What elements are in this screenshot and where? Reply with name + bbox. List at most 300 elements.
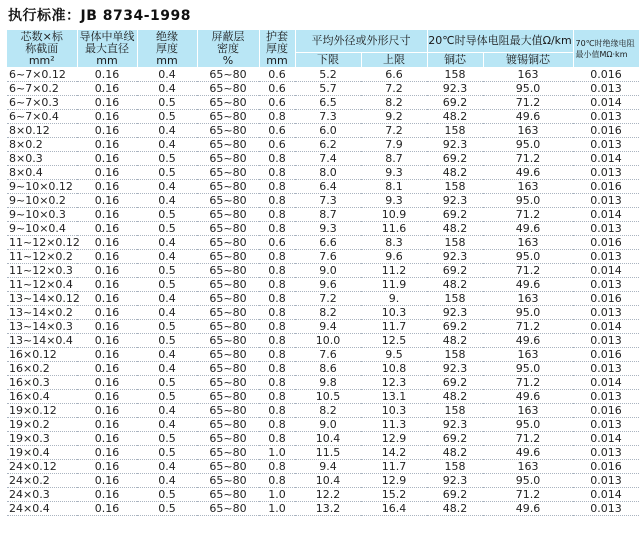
cell-resistance-copper: 92.3 xyxy=(427,474,483,488)
cell-wire-diameter: 0.16 xyxy=(77,320,137,334)
cell-resistance-copper: 92.3 xyxy=(427,82,483,96)
cell-sheath: 0.8 xyxy=(259,432,295,446)
cell-resistance-copper: 69.2 xyxy=(427,320,483,334)
table-row xyxy=(7,306,639,320)
cell-insulation-resistance: 0.013 xyxy=(573,362,639,376)
cell-shield: 65~80 xyxy=(197,278,259,292)
cell-sheath: 0.6 xyxy=(259,236,295,250)
cell-diameter-lower: 9.0 xyxy=(295,264,361,278)
cell-resistance-copper: 48.2 xyxy=(427,222,483,236)
cell-diameter-upper: 8.1 xyxy=(361,180,427,194)
cell-sheath: 0.8 xyxy=(259,292,295,306)
cell-diameter-lower: 5.2 xyxy=(295,68,361,82)
cell-sheath: 0.8 xyxy=(259,474,295,488)
cell-cores: 13~14×0.3 xyxy=(7,320,77,334)
cell-wire-diameter: 0.16 xyxy=(77,82,137,96)
cell-insulation-resistance: 0.013 xyxy=(573,306,639,320)
table-row xyxy=(7,264,639,278)
cell-diameter-lower: 9.4 xyxy=(295,320,361,334)
cell-shield: 65~80 xyxy=(197,502,259,516)
cell-diameter-upper: 12.5 xyxy=(361,334,427,348)
table-row xyxy=(7,320,639,334)
cell-resistance-tinned: 49.6 xyxy=(483,446,573,460)
table-row xyxy=(7,278,639,292)
cell-insulation-resistance: 0.016 xyxy=(573,292,639,306)
cell-sheath: 0.8 xyxy=(259,194,295,208)
cell-diameter-lower: 8.7 xyxy=(295,208,361,222)
cell-resistance-copper: 158 xyxy=(427,124,483,138)
cell-insulation-resistance: 0.014 xyxy=(573,264,639,278)
cell-sheath: 0.8 xyxy=(259,180,295,194)
cell-shield: 65~80 xyxy=(197,194,259,208)
table-row xyxy=(7,418,639,432)
cell-shield: 65~80 xyxy=(197,292,259,306)
cell-insulation: 0.5 xyxy=(137,152,197,166)
cell-shield: 65~80 xyxy=(197,334,259,348)
cell-resistance-tinned: 49.6 xyxy=(483,278,573,292)
cell-resistance-copper: 92.3 xyxy=(427,306,483,320)
header-resistance: 20℃时导体电阻最大值Ω/km xyxy=(427,30,573,53)
cell-resistance-copper: 92.3 xyxy=(427,250,483,264)
cell-shield: 65~80 xyxy=(197,362,259,376)
cell-diameter-lower: 9.3 xyxy=(295,222,361,236)
cell-resistance-copper: 69.2 xyxy=(427,488,483,502)
cell-resistance-tinned: 163 xyxy=(483,348,573,362)
table-row xyxy=(7,152,639,166)
cell-wire-diameter: 0.16 xyxy=(77,194,137,208)
cell-diameter-lower: 10.0 xyxy=(295,334,361,348)
cell-sheath: 0.8 xyxy=(259,348,295,362)
cell-shield: 65~80 xyxy=(197,96,259,110)
cell-wire-diameter: 0.16 xyxy=(77,376,137,390)
table-row xyxy=(7,390,639,404)
cell-diameter-upper: 8.2 xyxy=(361,96,427,110)
cell-resistance-copper: 158 xyxy=(427,180,483,194)
cell-resistance-copper: 48.2 xyxy=(427,502,483,516)
cell-cores: 19×0.12 xyxy=(7,404,77,418)
table-row xyxy=(7,460,639,474)
cell-shield: 65~80 xyxy=(197,250,259,264)
header-diameter: 平均外径或外形尺寸 xyxy=(295,30,427,53)
cell-resistance-tinned: 49.6 xyxy=(483,502,573,516)
cell-resistance-tinned: 49.6 xyxy=(483,110,573,124)
cell-diameter-lower: 9.0 xyxy=(295,418,361,432)
cell-sheath: 0.8 xyxy=(259,390,295,404)
header-shield: 屏蔽层 密度 % xyxy=(197,30,259,68)
cell-insulation: 0.4 xyxy=(137,474,197,488)
cell-shield: 65~80 xyxy=(197,348,259,362)
cell-wire-diameter: 0.16 xyxy=(77,264,137,278)
cell-cores: 9~10×0.4 xyxy=(7,222,77,236)
cell-diameter-lower: 6.2 xyxy=(295,138,361,152)
cell-diameter-upper: 7.2 xyxy=(361,82,427,96)
cell-insulation-resistance: 0.013 xyxy=(573,250,639,264)
cell-diameter-lower: 6.4 xyxy=(295,180,361,194)
cell-diameter-upper: 10.8 xyxy=(361,362,427,376)
cell-insulation-resistance: 0.013 xyxy=(573,502,639,516)
cell-sheath: 0.8 xyxy=(259,222,295,236)
cell-cores: 6~7×0.2 xyxy=(7,82,77,96)
header-insulation-resistance: 70℃时绝缘电阻 最小值MΩ·km xyxy=(573,30,639,68)
cell-insulation: 0.5 xyxy=(137,278,197,292)
cell-insulation-resistance: 0.013 xyxy=(573,334,639,348)
cell-insulation: 0.5 xyxy=(137,446,197,460)
cell-insulation-resistance: 0.016 xyxy=(573,236,639,250)
cell-insulation: 0.5 xyxy=(137,376,197,390)
cell-cores: 11~12×0.12 xyxy=(9,236,80,249)
cell-cores: 11~12×0.2 xyxy=(7,250,77,264)
cell-resistance-tinned: 163 xyxy=(483,180,573,194)
cell-resistance-tinned: 163 xyxy=(483,124,573,138)
cell-shield: 65~80 xyxy=(197,446,259,460)
cell-wire-diameter: 0.16 xyxy=(77,166,137,180)
cell-cores: 13~14×0.4 xyxy=(7,334,77,348)
cell-sheath: 0.8 xyxy=(259,404,295,418)
cell-cores: 24×0.3 xyxy=(7,488,77,502)
cell-sheath: 0.8 xyxy=(259,376,295,390)
cell-diameter-lower: 9.4 xyxy=(295,460,361,474)
cell-insulation: 0.4 xyxy=(137,138,197,152)
cell-resistance-copper: 48.2 xyxy=(427,110,483,124)
cell-insulation: 0.5 xyxy=(137,502,197,516)
cell-wire-diameter: 0.16 xyxy=(77,68,137,82)
cell-sheath: 0.6 xyxy=(259,68,295,82)
cell-diameter-upper: 9.2 xyxy=(361,110,427,124)
table-row xyxy=(7,348,639,362)
cell-diameter-upper: 9.3 xyxy=(361,194,427,208)
cell-wire-diameter: 0.16 xyxy=(77,474,137,488)
table-row xyxy=(7,82,639,96)
cell-diameter-lower: 8.2 xyxy=(295,306,361,320)
cell-insulation: 0.5 xyxy=(137,432,197,446)
cell-shield: 65~80 xyxy=(197,404,259,418)
cell-resistance-tinned: 71.2 xyxy=(483,376,573,390)
cell-wire-diameter: 0.16 xyxy=(77,222,137,236)
cell-shield: 65~80 xyxy=(197,390,259,404)
cell-diameter-upper: 7.9 xyxy=(361,138,427,152)
cell-cores: 16×0.3 xyxy=(7,376,77,390)
cell-resistance-copper: 158 xyxy=(427,68,483,82)
table-row xyxy=(7,404,639,418)
cell-insulation-resistance: 0.013 xyxy=(573,474,639,488)
table-row xyxy=(7,194,639,208)
spec-table xyxy=(7,30,640,516)
cell-wire-diameter: 0.16 xyxy=(77,488,137,502)
cell-wire-diameter: 0.16 xyxy=(77,138,137,152)
cell-cores: 8×0.2 xyxy=(7,138,77,152)
cell-insulation: 0.5 xyxy=(137,264,197,278)
cell-cores: 8×0.3 xyxy=(7,152,77,166)
cell-insulation-resistance: 0.013 xyxy=(573,278,639,292)
cell-shield: 65~80 xyxy=(197,474,259,488)
cell-resistance-copper: 158 xyxy=(427,460,483,474)
table-row xyxy=(7,292,639,306)
cell-insulation: 0.4 xyxy=(137,460,197,474)
cell-resistance-tinned: 95.0 xyxy=(483,138,573,152)
cell-resistance-tinned: 71.2 xyxy=(483,320,573,334)
cell-shield: 65~80 xyxy=(197,68,259,82)
cell-cores: 24×0.12 xyxy=(7,460,77,474)
header-diameter-upper: 上限 xyxy=(361,53,427,68)
cell-wire-diameter: 0.16 xyxy=(77,432,137,446)
cell-shield: 65~80 xyxy=(197,460,259,474)
table-row xyxy=(7,488,639,502)
cell-shield: 65~80 xyxy=(197,124,259,138)
cell-insulation-resistance: 0.013 xyxy=(573,222,639,236)
cell-shield: 65~80 xyxy=(197,166,259,180)
header-diameter-lower: 下限 xyxy=(295,53,361,68)
cell-wire-diameter: 0.16 xyxy=(77,460,137,474)
cell-insulation-resistance: 0.016 xyxy=(573,460,639,474)
cell-diameter-upper: 9.3 xyxy=(361,166,427,180)
cell-diameter-lower: 7.3 xyxy=(295,110,361,124)
cell-diameter-upper: 6.6 xyxy=(361,68,427,82)
cell-wire-diameter: 0.16 xyxy=(77,306,137,320)
cell-cores: 19×0.2 xyxy=(7,418,77,432)
cell-wire-diameter: 0.16 xyxy=(77,152,137,166)
cell-cores: 13~14×0.12 xyxy=(9,292,80,305)
cell-diameter-lower: 8.6 xyxy=(295,362,361,376)
cell-diameter-upper: 7.2 xyxy=(361,124,427,138)
cell-resistance-copper: 92.3 xyxy=(427,418,483,432)
cell-wire-diameter: 0.16 xyxy=(77,110,137,124)
table-row xyxy=(7,474,639,488)
cell-cores: 16×0.12 xyxy=(7,348,77,362)
cell-insulation-resistance: 0.013 xyxy=(573,194,639,208)
cell-cores: 24×0.2 xyxy=(7,474,77,488)
cell-insulation: 0.4 xyxy=(137,82,197,96)
cell-cores: 8×0.12 xyxy=(7,124,77,138)
header-sheath: 护套 厚度 mm xyxy=(259,30,295,68)
cell-sheath: 0.8 xyxy=(259,320,295,334)
cell-resistance-tinned: 163 xyxy=(483,292,573,306)
cell-insulation: 0.5 xyxy=(137,166,197,180)
cell-cores: 9~10×0.3 xyxy=(7,208,77,222)
cell-resistance-copper: 48.2 xyxy=(427,334,483,348)
cell-diameter-upper: 11.2 xyxy=(361,264,427,278)
cell-cores: 9~10×0.12 xyxy=(7,180,77,194)
cell-shield: 65~80 xyxy=(197,418,259,432)
cell-sheath: 0.6 xyxy=(259,82,295,96)
cell-sheath: 0.8 xyxy=(259,418,295,432)
cell-insulation: 0.4 xyxy=(137,418,197,432)
cell-insulation-resistance: 0.014 xyxy=(573,376,639,390)
cell-cores: 24×0.4 xyxy=(7,502,77,516)
cell-resistance-copper: 69.2 xyxy=(427,264,483,278)
cell-insulation: 0.5 xyxy=(137,110,197,124)
cell-resistance-tinned: 163 xyxy=(483,460,573,474)
cell-sheath: 0.8 xyxy=(259,460,295,474)
cell-wire-diameter: 0.16 xyxy=(77,348,137,362)
cell-sheath: 1.0 xyxy=(259,502,295,516)
cell-insulation-resistance: 0.014 xyxy=(573,208,639,222)
cell-insulation-resistance: 0.016 xyxy=(573,348,639,362)
cell-insulation: 0.5 xyxy=(137,334,197,348)
cell-insulation: 0.4 xyxy=(137,250,197,264)
cell-diameter-upper: 11.9 xyxy=(361,278,427,292)
cell-insulation: 0.4 xyxy=(137,124,197,138)
cell-resistance-tinned: 71.2 xyxy=(483,488,573,502)
cell-shield: 65~80 xyxy=(197,376,259,390)
cell-wire-diameter: 0.16 xyxy=(77,124,137,138)
cell-insulation: 0.4 xyxy=(137,404,197,418)
cell-diameter-lower: 7.6 xyxy=(295,250,361,264)
cell-resistance-copper: 69.2 xyxy=(427,432,483,446)
cell-wire-diameter: 0.16 xyxy=(77,208,137,222)
cell-resistance-tinned: 163 xyxy=(483,236,573,250)
cell-shield: 65~80 xyxy=(197,138,259,152)
cell-diameter-lower: 8.0 xyxy=(295,166,361,180)
cell-diameter-upper: 11.7 xyxy=(361,320,427,334)
cell-resistance-tinned: 71.2 xyxy=(483,152,573,166)
cell-shield: 65~80 xyxy=(197,152,259,166)
cell-resistance-tinned: 95.0 xyxy=(483,362,573,376)
cell-insulation-resistance: 0.013 xyxy=(573,138,639,152)
cell-sheath: 0.6 xyxy=(259,138,295,152)
cell-diameter-upper: 13.1 xyxy=(361,390,427,404)
cell-diameter-lower: 6.5 xyxy=(295,96,361,110)
cell-wire-diameter: 0.16 xyxy=(77,446,137,460)
cell-sheath: 0.8 xyxy=(259,306,295,320)
cell-diameter-lower: 8.2 xyxy=(295,404,361,418)
cell-resistance-copper: 92.3 xyxy=(427,362,483,376)
cell-sheath: 1.0 xyxy=(259,446,295,460)
cell-shield: 65~80 xyxy=(197,488,259,502)
cell-sheath: 0.8 xyxy=(259,166,295,180)
cell-diameter-upper: 10.9 xyxy=(361,208,427,222)
cell-cores: 11~12×0.3 xyxy=(7,264,77,278)
cell-diameter-upper: 8.7 xyxy=(361,152,427,166)
cell-diameter-lower: 5.7 xyxy=(295,82,361,96)
cell-resistance-tinned: 163 xyxy=(483,404,573,418)
cell-insulation: 0.4 xyxy=(137,306,197,320)
cell-diameter-lower: 11.5 xyxy=(295,446,361,460)
cell-resistance-tinned: 49.6 xyxy=(483,222,573,236)
table-row xyxy=(7,502,639,516)
cell-resistance-tinned: 71.2 xyxy=(483,96,573,110)
cell-insulation-resistance: 0.016 xyxy=(573,180,639,194)
header-resistance-copper: 铜芯 xyxy=(427,53,483,68)
cell-insulation: 0.4 xyxy=(137,180,197,194)
cell-insulation-resistance: 0.013 xyxy=(573,82,639,96)
table-row xyxy=(7,432,639,446)
table-row xyxy=(7,110,639,124)
cell-resistance-tinned: 71.2 xyxy=(483,208,573,222)
cell-diameter-upper: 9.6 xyxy=(361,250,427,264)
cell-resistance-tinned: 95.0 xyxy=(483,194,573,208)
cell-wire-diameter: 0.16 xyxy=(77,362,137,376)
cell-insulation-resistance: 0.013 xyxy=(573,110,639,124)
cell-insulation: 0.5 xyxy=(137,488,197,502)
cell-shield: 65~80 xyxy=(197,320,259,334)
cell-insulation-resistance: 0.013 xyxy=(573,418,639,432)
cell-diameter-lower: 10.4 xyxy=(295,432,361,446)
cell-diameter-lower: 7.3 xyxy=(295,194,361,208)
cell-diameter-upper: 12.3 xyxy=(361,376,427,390)
cell-cores: 6~7×0.4 xyxy=(7,110,77,124)
page-title: 执行标准：JB 8734-1998 xyxy=(8,8,191,24)
cell-sheath: 0.6 xyxy=(259,124,295,138)
cell-diameter-lower: 12.2 xyxy=(295,488,361,502)
cell-shield: 65~80 xyxy=(197,432,259,446)
table-row xyxy=(7,180,639,194)
table-row xyxy=(7,250,639,264)
cell-cores: 13~14×0.2 xyxy=(7,306,77,320)
cell-resistance-copper: 48.2 xyxy=(427,278,483,292)
header-wire-diameter: 导体中单线 最大直径 mm xyxy=(77,30,137,68)
cell-insulation: 0.5 xyxy=(137,320,197,334)
cell-wire-diameter: 0.16 xyxy=(77,502,137,516)
cell-diameter-upper: 14.2 xyxy=(361,446,427,460)
cell-diameter-upper: 12.9 xyxy=(361,432,427,446)
cell-insulation: 0.4 xyxy=(137,348,197,362)
cell-diameter-lower: 6.6 xyxy=(295,236,361,250)
cell-resistance-copper: 158 xyxy=(427,348,483,362)
cell-resistance-copper: 69.2 xyxy=(427,376,483,390)
cell-wire-diameter: 0.16 xyxy=(77,418,137,432)
table-row xyxy=(7,446,639,460)
cell-wire-diameter: 0.16 xyxy=(77,180,137,194)
table-row xyxy=(7,222,639,236)
cell-diameter-upper: 9.5 xyxy=(361,348,427,362)
table-body xyxy=(7,68,639,516)
cell-wire-diameter: 0.16 xyxy=(77,236,137,250)
cell-insulation: 0.4 xyxy=(137,236,197,250)
cell-insulation-resistance: 0.013 xyxy=(573,446,639,460)
cell-wire-diameter: 0.16 xyxy=(77,96,137,110)
cell-shield: 65~80 xyxy=(197,222,259,236)
cell-resistance-tinned: 95.0 xyxy=(483,306,573,320)
cell-shield: 65~80 xyxy=(197,82,259,96)
cell-resistance-tinned: 49.6 xyxy=(483,166,573,180)
cell-diameter-upper: 8.3 xyxy=(361,236,427,250)
cell-diameter-upper: 11.7 xyxy=(361,460,427,474)
cell-cores: 8×0.4 xyxy=(7,166,77,180)
table-row xyxy=(7,334,639,348)
cell-resistance-tinned: 71.2 xyxy=(483,432,573,446)
cell-diameter-lower: 9.6 xyxy=(295,278,361,292)
cell-diameter-upper: 11.6 xyxy=(361,222,427,236)
cell-cores: 16×0.2 xyxy=(7,362,77,376)
header-insulation: 绝缘 厚度 mm xyxy=(137,30,197,68)
cell-diameter-lower: 9.8 xyxy=(295,376,361,390)
cell-diameter-upper: 9. xyxy=(361,292,427,306)
cell-resistance-copper: 48.2 xyxy=(427,446,483,460)
cell-cores: 6~7×0.12 xyxy=(7,68,77,82)
cell-shield: 65~80 xyxy=(197,264,259,278)
cell-insulation: 0.5 xyxy=(137,390,197,404)
header-cores: 芯数×标 称截面 mm² xyxy=(7,30,77,68)
cell-cores: 6~7×0.3 xyxy=(7,96,77,110)
cell-cores: 11~12×0.4 xyxy=(7,278,77,292)
cell-cores: 19×0.4 xyxy=(7,446,77,460)
cell-wire-diameter: 0.16 xyxy=(77,292,137,306)
cell-resistance-tinned: 95.0 xyxy=(483,474,573,488)
table-row xyxy=(7,362,639,376)
cell-diameter-lower: 13.2 xyxy=(295,502,361,516)
cell-resistance-tinned: 95.0 xyxy=(483,82,573,96)
cell-sheath: 0.8 xyxy=(259,264,295,278)
cell-resistance-copper: 158 xyxy=(427,292,483,306)
cell-diameter-lower: 6.0 xyxy=(295,124,361,138)
cell-wire-diameter: 0.16 xyxy=(77,390,137,404)
cell-shield: 65~80 xyxy=(197,208,259,222)
cell-resistance-copper: 69.2 xyxy=(427,96,483,110)
cell-resistance-copper: 48.2 xyxy=(427,166,483,180)
table-row xyxy=(7,208,639,222)
cell-insulation-resistance: 0.014 xyxy=(573,432,639,446)
table-row xyxy=(7,166,639,180)
